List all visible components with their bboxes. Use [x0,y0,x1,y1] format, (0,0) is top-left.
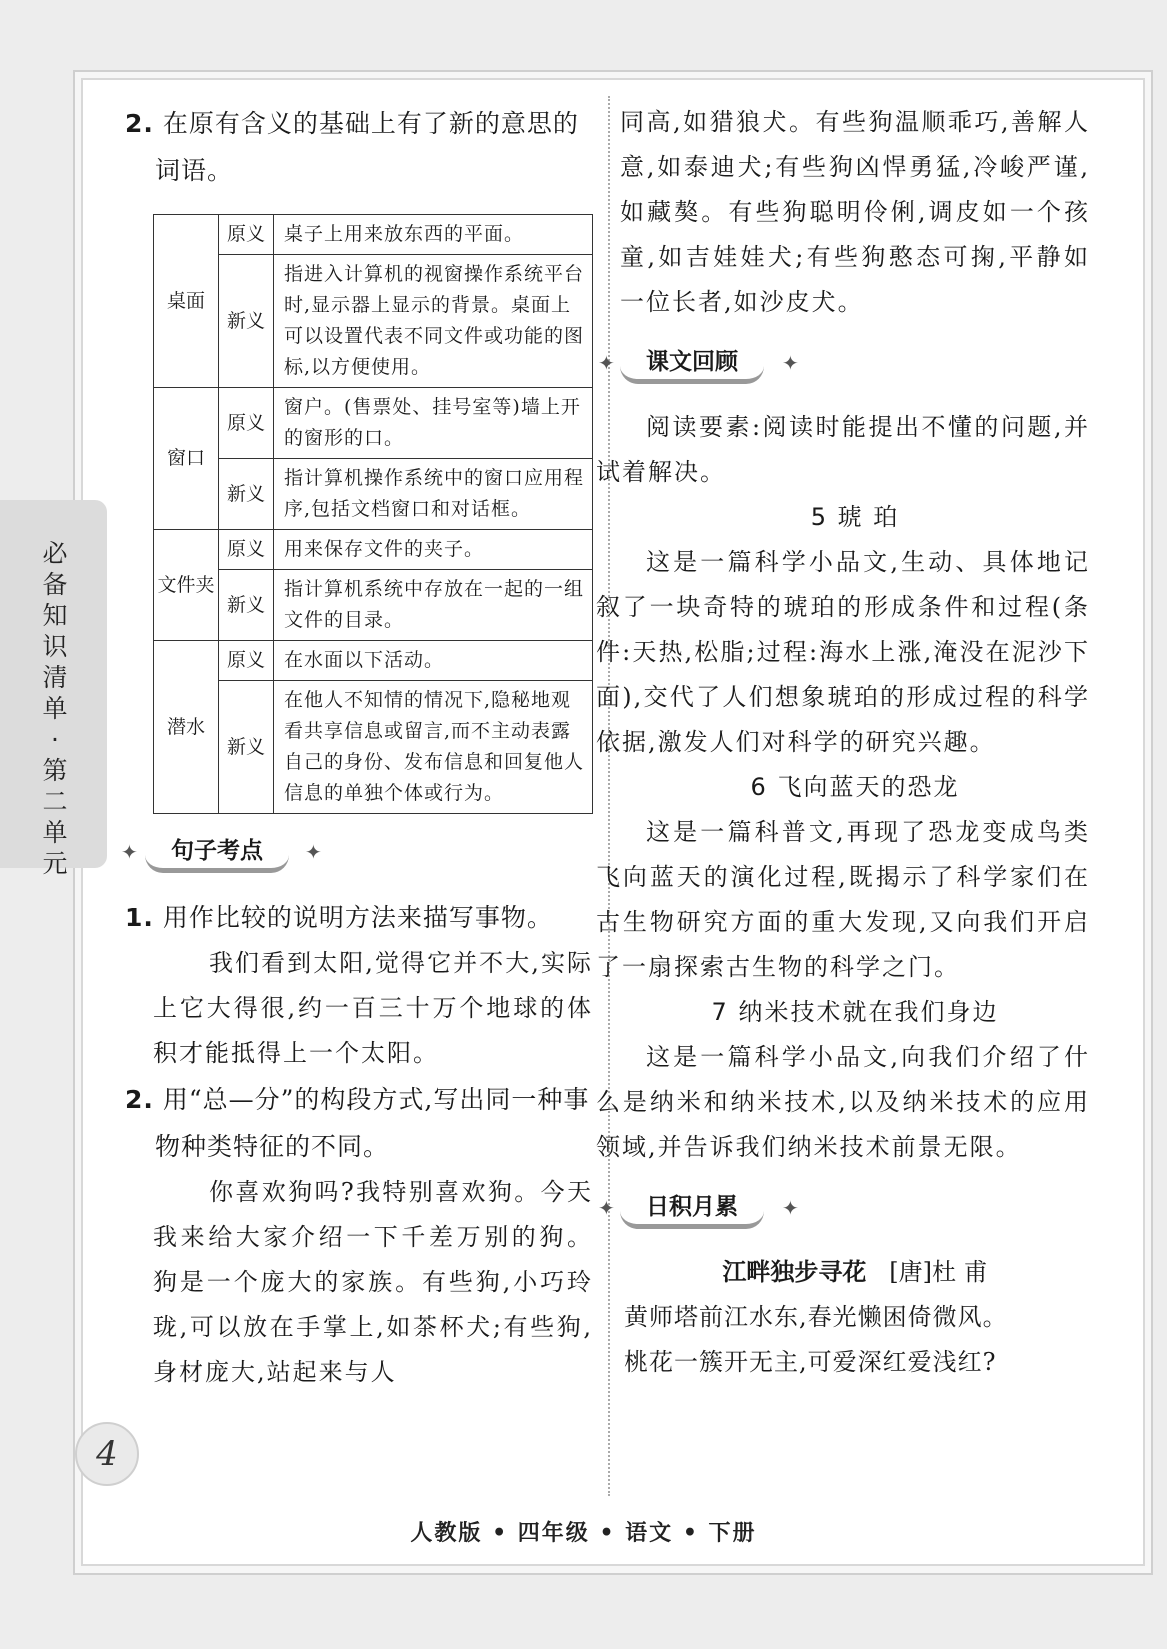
page-number: 4 [75,1422,139,1486]
sparkle-icon: ✦ [598,351,615,375]
term-cell: 桌面 [154,215,219,388]
table-row [154,459,593,530]
example-paragraph: 你喜欢狗吗?我特别喜欢狗。今天我来给大家介绍一下千差万别的狗。狗是一个庞大的家族。有些狗,小巧玲珑,可以放在手掌上,如茶杯犬;有些狗,身材庞大,站起来与人 [153,1178,593,1386]
sparkle-icon: ✦ [782,351,799,375]
sparkle-icon: ✦ [782,1196,799,1220]
table-row [154,388,593,459]
lesson-title: 7 纳米技术就在我们身边 [711,998,999,1026]
table-row [154,641,593,681]
kind-cell: 原义 [219,215,274,255]
poem-heading [620,1250,1090,1295]
kind-cell: 原义 [219,641,274,681]
left-column [121,100,593,1395]
sparkle-icon: ✦ [121,840,138,864]
kind-cell: 原义 [219,530,274,570]
item-text: 在原有含义的基础上有了新的意思的词语。 [155,109,579,185]
lesson-summary: 这是一篇科学小品文,向我们介绍了什么是纳米和纳米技术,以及纳米技术的应用领域,并告诉我们纳米技术前景无限。 [596,1043,1090,1161]
table-row [154,215,593,255]
review-paragraph: 阅读要素:阅读时能提出不懂的问题,并试着解决。 [596,413,1090,486]
definition-cell: 在水面以下活动。 [274,641,593,681]
footer-edition: 人教版 • 四年级 • 语文 • 下册 [410,1520,757,1546]
definition-cell: 指计算机系统中存放在一起的一组文件的目录。 [274,570,593,641]
sparkle-icon: ✦ [305,840,322,864]
term-cell: 窗口 [154,388,219,530]
item-text: 用作比较的说明方法来描写事物。 [162,903,553,932]
definition-cell: 用来保存文件的夹子。 [274,530,593,570]
poem-author: [唐]杜 甫 [889,1258,988,1286]
lesson-title: 6 飞向蓝天的恐龙 [750,773,960,801]
kind-cell: 新义 [219,459,274,530]
kind-cell: 新义 [219,570,274,641]
kind-cell: 新义 [219,681,274,814]
definition-cell: 指进入计算机的视窗操作系统平台时,显示器上显示的背景。桌面上可以设置代表不同文件或功能的图标,以方便使用。 [274,255,593,388]
section-header-sentences [121,828,593,884]
lesson-summary: 这是一篇科学小品文,生动、具体地记叙了一块奇特的琥珀的形成条件和过程(条件:天热,松脂;过程:海水上涨,淹没在泥沙下面),交代了人们想象琥珀的形成过程的科学依据,激发人们对科学的研究兴趣。 [596,548,1090,756]
definition-cell: 桌子上用来放东西的平面。 [274,215,593,255]
item-number: 2. [125,1085,154,1114]
lesson-summary: 这是一篇科普文,再现了恐龙变成鸟类飞向蓝天的演化过程,既揭示了科学家们在古生物研究方面的重大发现,又向我们开启了一扇探索古生物的科学之门。 [596,818,1090,981]
table-row [154,530,593,570]
lesson-title: 5 琥 珀 [810,503,900,531]
table-row [154,255,593,388]
sentence-item-2 [125,1076,593,1170]
poem-line: 黄师塔前江水东,春光懒困倚微风。 [624,1303,1008,1331]
item-number: 1. [125,903,154,932]
kind-cell: 新义 [219,255,274,388]
side-tab-label: 必备知识清单·第二单元 [42,539,68,878]
poem-line: 桃花一簇开无主,可爱深红爱浅红? [624,1348,997,1376]
item-number: 2. [125,109,154,138]
table-row [154,570,593,641]
word-item-2 [125,100,593,194]
term-cell: 潜水 [154,641,219,814]
item-text: 用“总—分”的构段方式,写出同一种事物种类特征的不同。 [155,1085,590,1161]
poem-title: 江畔独步寻花 [722,1258,867,1286]
definition-cell: 在他人不知情的情况下,隐秘地观看共享信息或留言,而不主动表露自己的身份、发布信息和回复他人信息的单独个体或行为。 [274,681,593,814]
section-header-daily [598,1184,1090,1240]
right-column [596,100,1090,1385]
continued-paragraph: 同高,如猎狼犬。有些狗温顺乖巧,善解人意,如泰迪犬;有些狗凶悍勇猛,冷峻严谨,如藏獒。有些狗聪明伶俐,调皮如一个孩童,如吉娃娃犬;有些狗憨态可掬,平静如一位长者,如沙皮犬。 [620,108,1090,316]
section-title: 句子考点 [145,834,289,873]
column-divider [608,96,610,1496]
definition-cell: 窗户。(售票处、挂号室等)墙上开的窗形的口。 [274,388,593,459]
term-cell: 文件夹 [154,530,219,641]
table-row [154,681,593,814]
example-paragraph: 我们看到太阳,觉得它并不大,实际上它大得很,约一百三十万个地球的体积才能抵得上一个太阳。 [153,949,593,1067]
sentence-item-1 [125,894,593,941]
kind-cell: 原义 [219,388,274,459]
definition-cell: 指计算机操作系统中的窗口应用程序,包括文档窗口和对话框。 [274,459,593,530]
section-header-review [598,339,1090,395]
sparkle-icon: ✦ [598,1196,615,1220]
section-title: 课文回顾 [620,345,764,384]
word-meaning-table [153,214,593,814]
section-title: 日积月累 [620,1190,764,1229]
